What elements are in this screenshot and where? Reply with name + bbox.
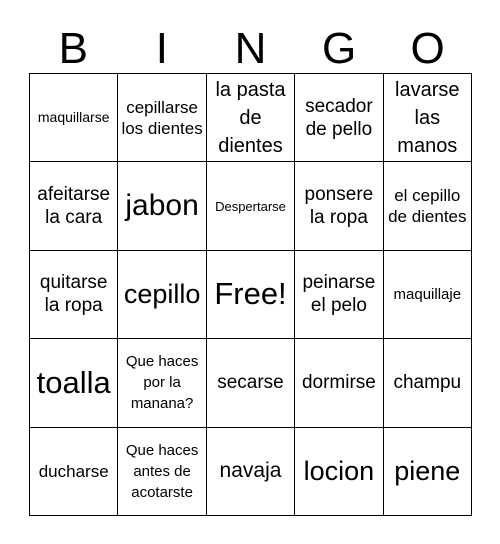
bingo-cell[interactable] <box>118 74 206 162</box>
bingo-cell[interactable] <box>207 162 295 250</box>
cell-text: quitarse la ropa <box>39 272 108 317</box>
bingo-cell[interactable] <box>30 74 118 162</box>
header-letter-b: B <box>58 24 88 73</box>
bingo-cell[interactable] <box>295 428 383 516</box>
cell-text: maquillaje <box>393 285 462 303</box>
bingo-cell[interactable] <box>118 428 206 516</box>
cell-text: navaja <box>219 459 282 483</box>
cell-text: cepillarse los dientes <box>121 97 203 138</box>
bingo-cell[interactable] <box>295 339 383 427</box>
bingo-cell[interactable] <box>207 339 295 427</box>
cell-text: Que haces por la manana? <box>125 353 199 413</box>
cell-text: maquillarse <box>37 109 110 126</box>
bingo-cell[interactable] <box>30 428 118 516</box>
bingo-card-grid <box>29 73 472 516</box>
bingo-cell[interactable] <box>384 74 472 162</box>
cell-text: lavarse las manos <box>395 78 460 157</box>
bingo-cell[interactable] <box>295 162 383 250</box>
free-space-text: Free! <box>214 276 287 312</box>
header-letter-o: O <box>410 24 445 73</box>
header-letter-i: I <box>155 24 168 73</box>
bingo-cell[interactable] <box>118 162 206 250</box>
bingo-cell[interactable] <box>295 251 383 339</box>
cell-text: peinarse el pelo <box>302 272 376 317</box>
cell-text: Despertarse <box>215 198 286 214</box>
bingo-cell[interactable] <box>384 339 472 427</box>
cell-text: cepillo <box>123 279 201 310</box>
cell-text: la pasta de dientes <box>215 78 286 157</box>
cell-text: afeitarse la cara <box>37 184 111 229</box>
header-letter-g: G <box>321 24 357 73</box>
cell-text: toalla <box>36 364 111 400</box>
bingo-cell[interactable] <box>384 251 472 339</box>
bingo-cell[interactable] <box>207 428 295 516</box>
cell-text: piene <box>394 456 461 487</box>
bingo-cell[interactable] <box>30 162 118 250</box>
cell-text: ducharse <box>38 461 109 481</box>
bingo-cell[interactable] <box>295 74 383 162</box>
free-space-cell[interactable] <box>207 251 295 339</box>
cell-text: secarse <box>217 372 284 394</box>
cell-text: champu <box>393 372 462 394</box>
bingo-cell[interactable] <box>30 251 118 339</box>
cell-text: locion <box>303 456 375 487</box>
bingo-cell[interactable] <box>118 251 206 339</box>
cell-text: ponsere la ropa <box>304 184 374 229</box>
cell-text: Que haces antes de acotarste <box>125 441 199 501</box>
bingo-header <box>29 24 472 74</box>
cell-text: el cepillo de dientes <box>388 186 467 227</box>
cell-text: jabon <box>125 189 199 223</box>
bingo-cell[interactable] <box>384 162 472 250</box>
bingo-cell[interactable] <box>384 428 472 516</box>
cell-text: dormirse <box>301 372 376 394</box>
bingo-cell[interactable] <box>207 74 295 162</box>
bingo-cell[interactable] <box>30 339 118 427</box>
bingo-cell[interactable] <box>118 339 206 427</box>
cell-text: secador de pello <box>305 95 373 140</box>
header-letter-n: N <box>234 24 267 73</box>
